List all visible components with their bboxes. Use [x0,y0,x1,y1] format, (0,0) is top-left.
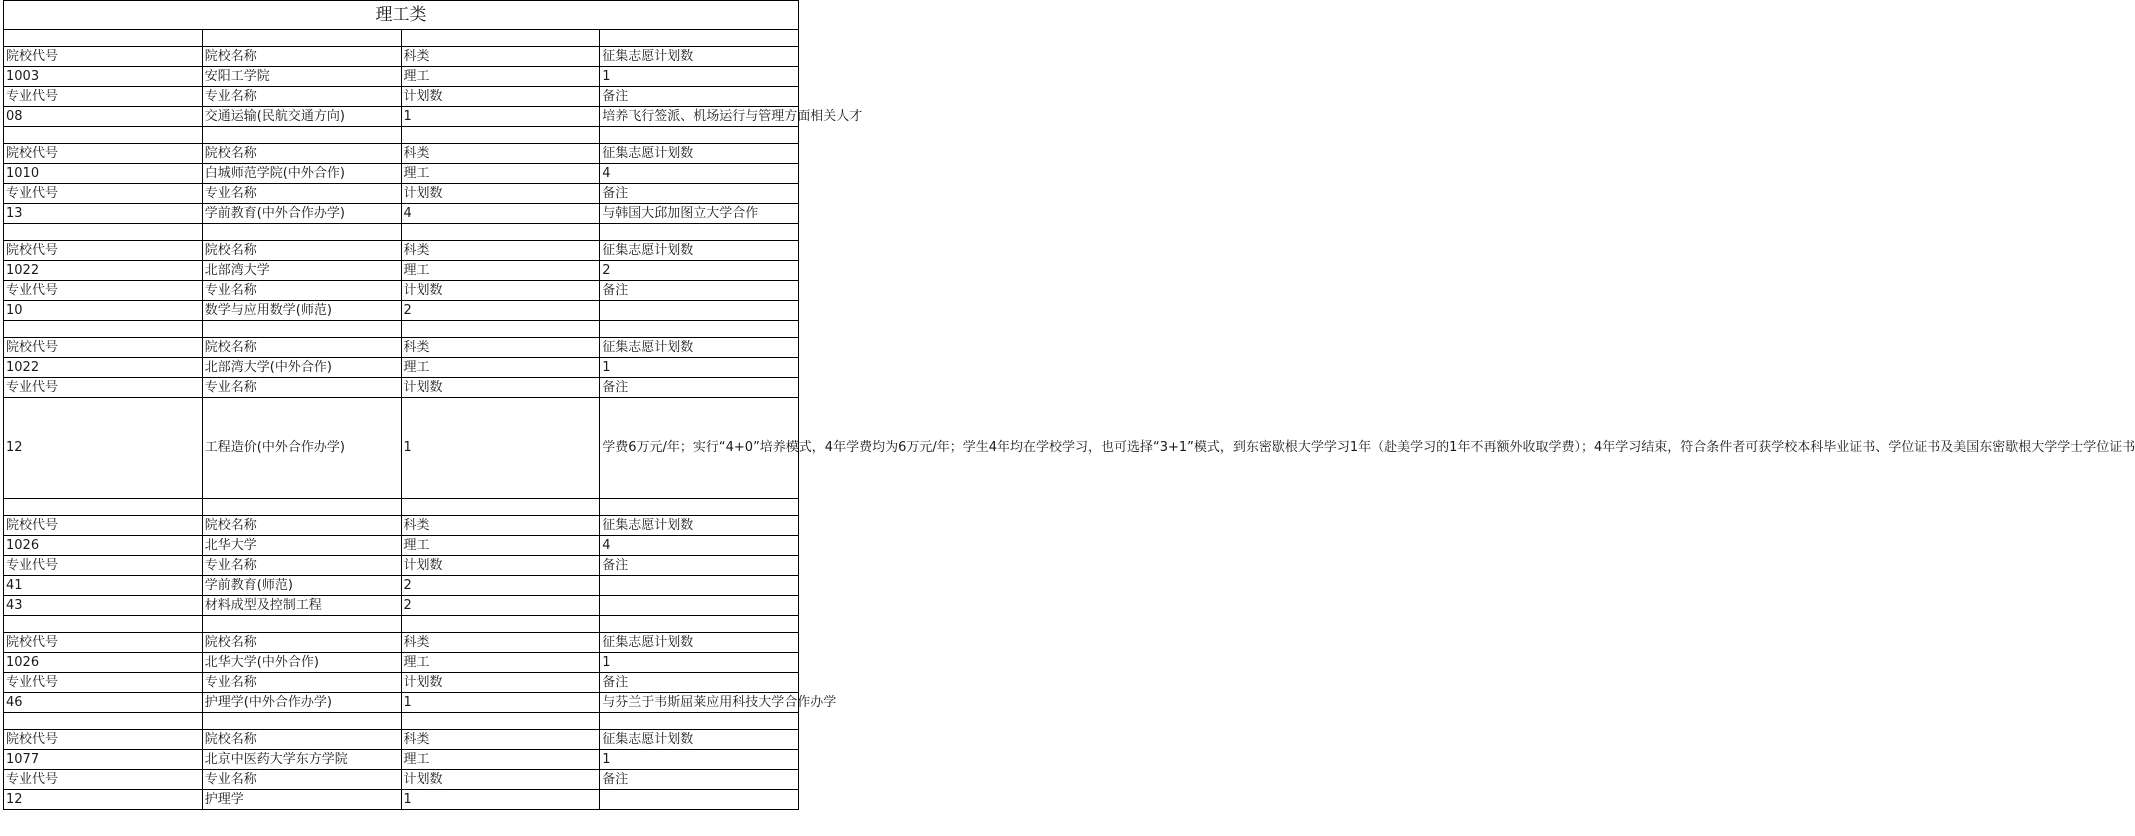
major-note [600,576,799,596]
major-note: 与芬兰于韦斯屈莱应用科技大学合作办学 [600,693,799,713]
major-note-header: 备注 [600,281,799,301]
school-name: 安阳工学院 [202,67,401,87]
major-name-header: 专业名称 [202,770,401,790]
school-header-row [4,516,799,536]
major-row [4,398,799,499]
school-plan-count: 2 [600,261,799,281]
empty-cell [600,224,799,241]
empty-cell [600,499,799,516]
school-name: 北部湾大学(中外合作) [202,358,401,378]
school-code: 1003 [4,67,203,87]
school-category: 理工 [401,164,600,184]
school-code: 1026 [4,536,203,556]
school-row [4,750,799,770]
school-category: 理工 [401,750,600,770]
spacer-row [4,616,799,633]
empty-cell [4,616,203,633]
major-plan: 1 [401,790,600,810]
category-header: 科类 [401,730,600,750]
major-name-header: 专业名称 [202,378,401,398]
plan-count-header: 征集志愿计划数 [600,144,799,164]
major-plan-header: 计划数 [401,281,600,301]
school-name: 北华大学 [202,536,401,556]
major-plan: 2 [401,301,600,321]
major-name: 学前教育(师范) [202,576,401,596]
category-header: 科类 [401,516,600,536]
major-note-header: 备注 [600,673,799,693]
empty-cell [202,616,401,633]
school-row [4,536,799,556]
category-header: 科类 [401,47,600,67]
major-code-header: 专业代号 [4,770,203,790]
major-row [4,204,799,224]
major-header-row [4,556,799,576]
major-code: 08 [4,107,203,127]
major-code-header: 专业代号 [4,556,203,576]
major-plan-header: 计划数 [401,87,600,107]
school-name-header: 院校名称 [202,241,401,261]
plan-count-header: 征集志愿计划数 [600,338,799,358]
major-note [600,790,799,810]
school-name-header: 院校名称 [202,144,401,164]
school-code-header: 院校代号 [4,144,203,164]
spacer-row [4,224,799,241]
empty-cell [4,321,203,338]
empty-cell [401,30,600,47]
school-name: 白城师范学院(中外合作) [202,164,401,184]
school-category: 理工 [401,261,600,281]
major-note-header: 备注 [600,184,799,204]
major-note-header: 备注 [600,378,799,398]
category-header: 科类 [401,144,600,164]
school-header-row [4,730,799,750]
school-code-header: 院校代号 [4,516,203,536]
major-name-header: 专业名称 [202,556,401,576]
major-plan: 4 [401,204,600,224]
empty-cell [401,224,600,241]
major-note: 学费6万元/年；实行“4+0”培养模式，4年学费均为6万元/年；学生4年均在学校学习，也可选择“3+1”模式，到东密歇根大学学习1年（赴美学习的1年不再额外收取学费）；4年学习结束，符合条件者可获学校本科毕业证书、学位证书及美国东密歇根大学学士学位证书 [600,398,799,499]
major-row [4,596,799,616]
major-code: 12 [4,398,203,499]
major-header-row [4,281,799,301]
school-category: 理工 [401,358,600,378]
empty-cell [4,713,203,730]
major-note [600,301,799,321]
major-header-row [4,770,799,790]
empty-cell [202,713,401,730]
major-code: 41 [4,576,203,596]
school-name-header: 院校名称 [202,633,401,653]
major-row [4,693,799,713]
school-code: 1022 [4,261,203,281]
school-code: 1026 [4,653,203,673]
school-code-header: 院校代号 [4,338,203,358]
spacer-row [4,499,799,516]
major-plan-header: 计划数 [401,673,600,693]
major-code-header: 专业代号 [4,281,203,301]
major-name: 数学与应用数学(师范) [202,301,401,321]
major-header-row [4,673,799,693]
school-plan-count: 1 [600,653,799,673]
major-name: 护理学 [202,790,401,810]
major-header-row [4,87,799,107]
school-row [4,653,799,673]
empty-cell [4,127,203,144]
school-code: 1010 [4,164,203,184]
major-code: 46 [4,693,203,713]
school-plan-count: 1 [600,358,799,378]
plan-count-header: 征集志愿计划数 [600,241,799,261]
major-name: 材料成型及控制工程 [202,596,401,616]
empty-cell [600,30,799,47]
major-plan: 2 [401,596,600,616]
major-plan-header: 计划数 [401,378,600,398]
major-code: 43 [4,596,203,616]
empty-cell [4,224,203,241]
school-header-row [4,47,799,67]
spacer-row [4,30,799,47]
empty-cell [600,713,799,730]
major-row [4,790,799,810]
major-header-row [4,378,799,398]
major-note-header: 备注 [600,556,799,576]
major-note-header: 备注 [600,770,799,790]
school-name-header: 院校名称 [202,338,401,358]
major-note: 与韩国大邱加图立大学合作 [600,204,799,224]
plan-count-header: 征集志愿计划数 [600,47,799,67]
major-row [4,107,799,127]
major-row [4,301,799,321]
major-plan: 1 [401,398,600,499]
major-code-header: 专业代号 [4,184,203,204]
school-header-row [4,338,799,358]
major-code-header: 专业代号 [4,87,203,107]
major-name: 护理学(中外合作办学) [202,693,401,713]
empty-cell [600,321,799,338]
major-plan: 2 [401,576,600,596]
school-row [4,358,799,378]
school-code-header: 院校代号 [4,241,203,261]
empty-cell [401,616,600,633]
school-header-row [4,633,799,653]
major-name-header: 专业名称 [202,673,401,693]
major-plan: 1 [401,107,600,127]
major-note: 培养飞行签派、机场运行与管理方面相关人才 [600,107,799,127]
empty-cell [4,30,203,47]
admission-plan-table [3,0,2135,810]
school-name-header: 院校名称 [202,516,401,536]
empty-cell [600,616,799,633]
school-plan-count: 4 [600,164,799,184]
empty-cell [202,127,401,144]
school-header-row [4,144,799,164]
major-row [4,576,799,596]
empty-cell [4,499,203,516]
plan-count-header: 征集志愿计划数 [600,633,799,653]
category-header: 科类 [401,338,600,358]
school-name-header: 院校名称 [202,47,401,67]
school-name: 北部湾大学 [202,261,401,281]
school-category: 理工 [401,653,600,673]
empty-cell [600,127,799,144]
empty-cell [202,321,401,338]
school-code-header: 院校代号 [4,633,203,653]
spacer-row [4,321,799,338]
school-category: 理工 [401,536,600,556]
spacer-row [4,127,799,144]
major-name: 工程造价(中外合作办学) [202,398,401,499]
major-name-header: 专业名称 [202,184,401,204]
empty-cell [401,713,600,730]
major-code: 10 [4,301,203,321]
title-row [4,1,799,30]
school-name: 北京中医药大学东方学院 [202,750,401,770]
school-code: 1022 [4,358,203,378]
school-row [4,164,799,184]
major-name-header: 专业名称 [202,87,401,107]
category-header: 科类 [401,633,600,653]
empty-cell [401,127,600,144]
plan-count-header: 征集志愿计划数 [600,730,799,750]
table-body [4,1,2135,810]
plan-count-header: 征集志愿计划数 [600,516,799,536]
school-plan-count: 1 [600,750,799,770]
school-plan-count: 4 [600,536,799,556]
school-code-header: 院校代号 [4,47,203,67]
school-name-header: 院校名称 [202,730,401,750]
empty-cell [401,321,600,338]
category-header: 科类 [401,241,600,261]
major-name-header: 专业名称 [202,281,401,301]
empty-cell [202,224,401,241]
major-header-row [4,184,799,204]
page-title: 理工类 [4,1,799,30]
major-plan-header: 计划数 [401,184,600,204]
school-header-row [4,241,799,261]
empty-cell [202,30,401,47]
major-code: 12 [4,790,203,810]
school-row [4,67,799,87]
spacer-row [4,713,799,730]
major-name: 交通运输(民航交通方向) [202,107,401,127]
major-plan-header: 计划数 [401,770,600,790]
school-plan-count: 1 [600,67,799,87]
school-row [4,261,799,281]
school-name: 北华大学(中外合作) [202,653,401,673]
school-code-header: 院校代号 [4,730,203,750]
major-code-header: 专业代号 [4,378,203,398]
major-code: 13 [4,204,203,224]
major-code-header: 专业代号 [4,673,203,693]
major-note [600,596,799,616]
major-name: 学前教育(中外合作办学) [202,204,401,224]
major-note-header: 备注 [600,87,799,107]
empty-cell [401,499,600,516]
major-plan-header: 计划数 [401,556,600,576]
major-plan: 1 [401,693,600,713]
school-code: 1077 [4,750,203,770]
school-category: 理工 [401,67,600,87]
empty-cell [202,499,401,516]
